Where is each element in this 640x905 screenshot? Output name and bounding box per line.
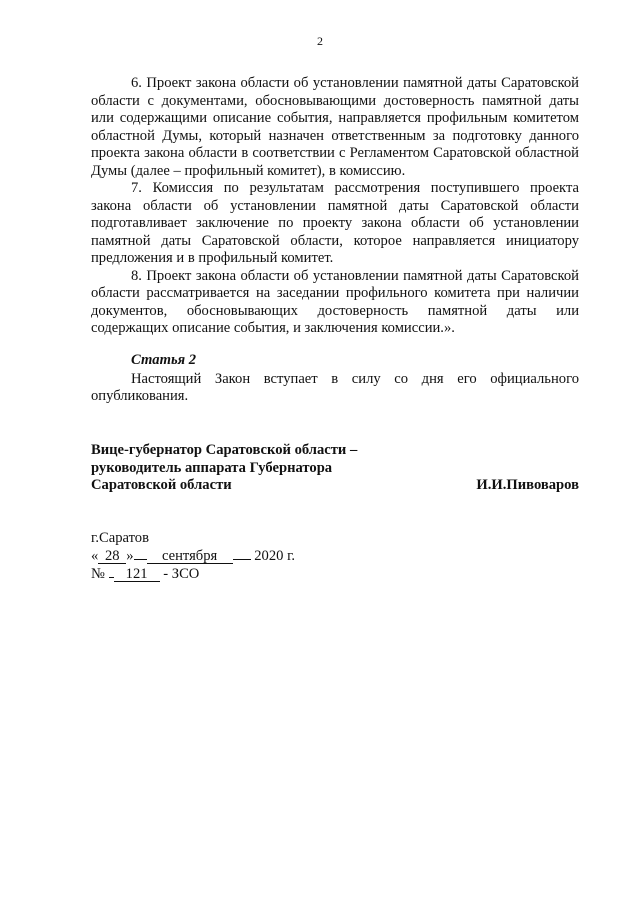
law-number: 121 (114, 567, 160, 582)
law-body (91, 75, 579, 338)
signatory-title-line-3: Саратовской области (91, 477, 232, 493)
date-day: 28 (98, 549, 126, 564)
page-number: 2 (317, 34, 323, 48)
signatory-title-line-1: Вице-губернатор Саратовской области – (91, 442, 358, 458)
signatory-title-line-2: руководитель аппарата Губернатора (91, 459, 333, 476)
number-sign: № (91, 566, 105, 582)
date-underline-gap (134, 559, 147, 560)
date-month: сентября (147, 549, 233, 564)
paragraph-8: 8. Проект закона области об установлении памятной даты Саратовской области рассматривается на заседании профильного комитета при наличии документов, обосновывающих достоверность памятной даты или содержащих описание события, и заключения комиссии.». (91, 267, 579, 336)
signature-block (91, 442, 579, 495)
article-text: Настоящий Закон вступает в силу со дня его официального опубликования. (91, 370, 579, 404)
issue-details (91, 529, 295, 583)
date-quote-close: » (126, 548, 134, 564)
law-number-suffix: - ЗСО (163, 566, 200, 582)
issue-city: г.Саратов (91, 530, 149, 546)
date-year: 2020 г. (254, 548, 296, 564)
paragraph-7: 7. Комиссия по результатам рассмотрения поступившего проекта закона области об установлении памятной даты Саратовской области подготавливает заключение по проекту закона области об установлении памятной даты Саратовской области, которое направляется инициатору предложения и в профильный комитет. (91, 180, 579, 266)
issue-number (91, 565, 295, 583)
signatory-name: И.И.Пивоваров (476, 477, 579, 493)
date-quote-open: « (91, 548, 99, 564)
article-2 (91, 352, 579, 406)
signatory-last-row (91, 477, 579, 495)
issue-date (91, 547, 295, 565)
paragraph-6: 6. Проект закона области об установлении памятной даты Саратовской области с документами, обосновывающими достоверность памятной даты или содержащими описание события, направляется профильным комитетом областной Думы, который назначен ответственным за подготовку данного проекта закона области в соответствии с Регламентом Саратовской областной Думы (далее – профильный комитет), в комиссию. (91, 75, 579, 179)
date-underline-gap (233, 559, 251, 560)
article-title: Статья 2 (131, 352, 197, 368)
